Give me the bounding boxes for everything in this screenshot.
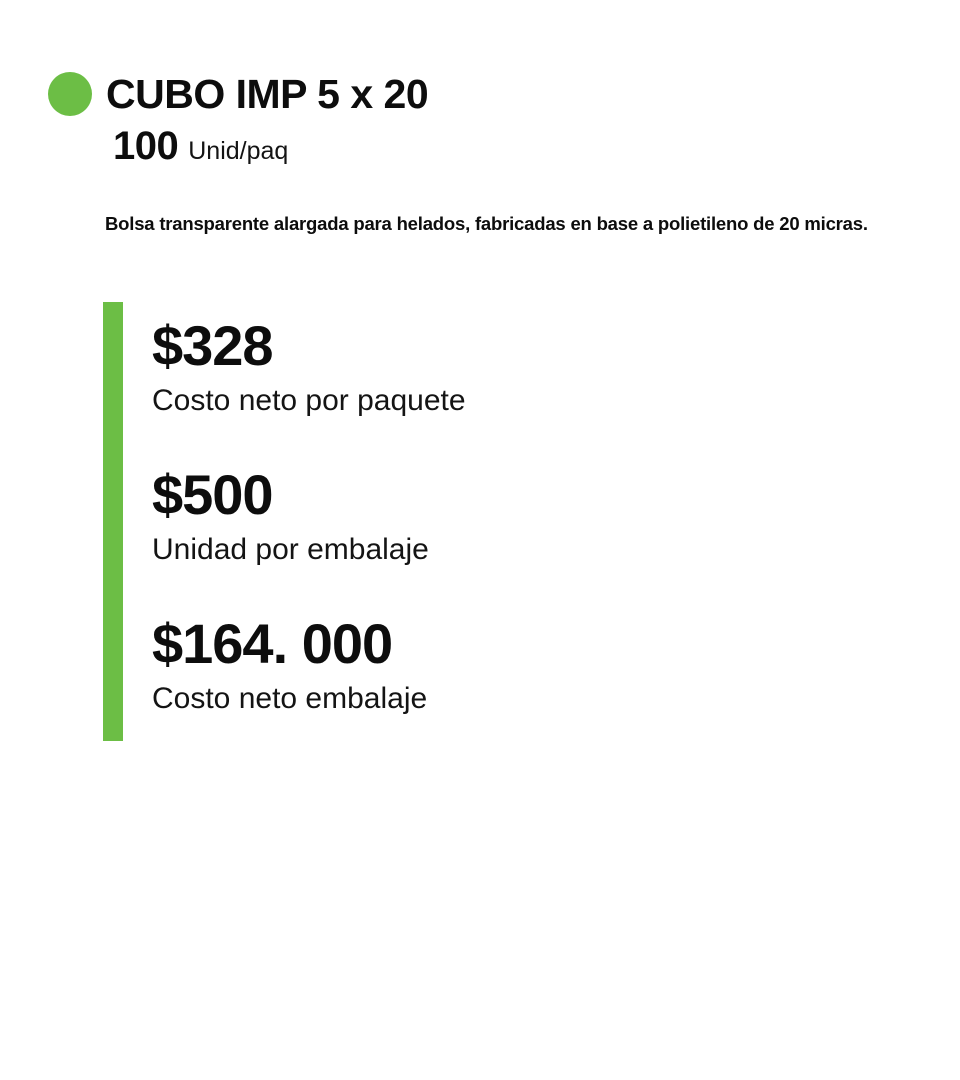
price-value-costo-embalaje: $164. 000 bbox=[152, 612, 393, 676]
price-block-costo-embalaje bbox=[152, 612, 663, 716]
price-block-costo-paquete bbox=[152, 314, 663, 418]
price-block-unidad-embalaje bbox=[152, 463, 663, 567]
product-title: CUBO IMP 5 x 20 bbox=[106, 70, 429, 117]
product-description: Bolsa transparente alargada para helados, fabricadas en base a polietileno de 20 micras. bbox=[105, 213, 868, 234]
price-value-unidad-embalaje: $500 bbox=[152, 463, 273, 527]
price-label-costo-embalaje: Costo neto embalaje bbox=[152, 682, 428, 716]
quantity-unit: Unid/paq bbox=[188, 137, 289, 165]
bullet-dot-icon bbox=[48, 72, 92, 116]
pricing-section bbox=[103, 302, 663, 741]
quantity-value: 100 bbox=[113, 124, 179, 168]
product-header bbox=[48, 72, 960, 116]
price-label-costo-paquete: Costo neto por paquete bbox=[152, 384, 466, 418]
price-value-costo-paquete: $328 bbox=[152, 314, 273, 378]
quantity-line bbox=[113, 126, 960, 166]
price-label-unidad-embalaje: Unidad por embalaje bbox=[152, 533, 429, 567]
